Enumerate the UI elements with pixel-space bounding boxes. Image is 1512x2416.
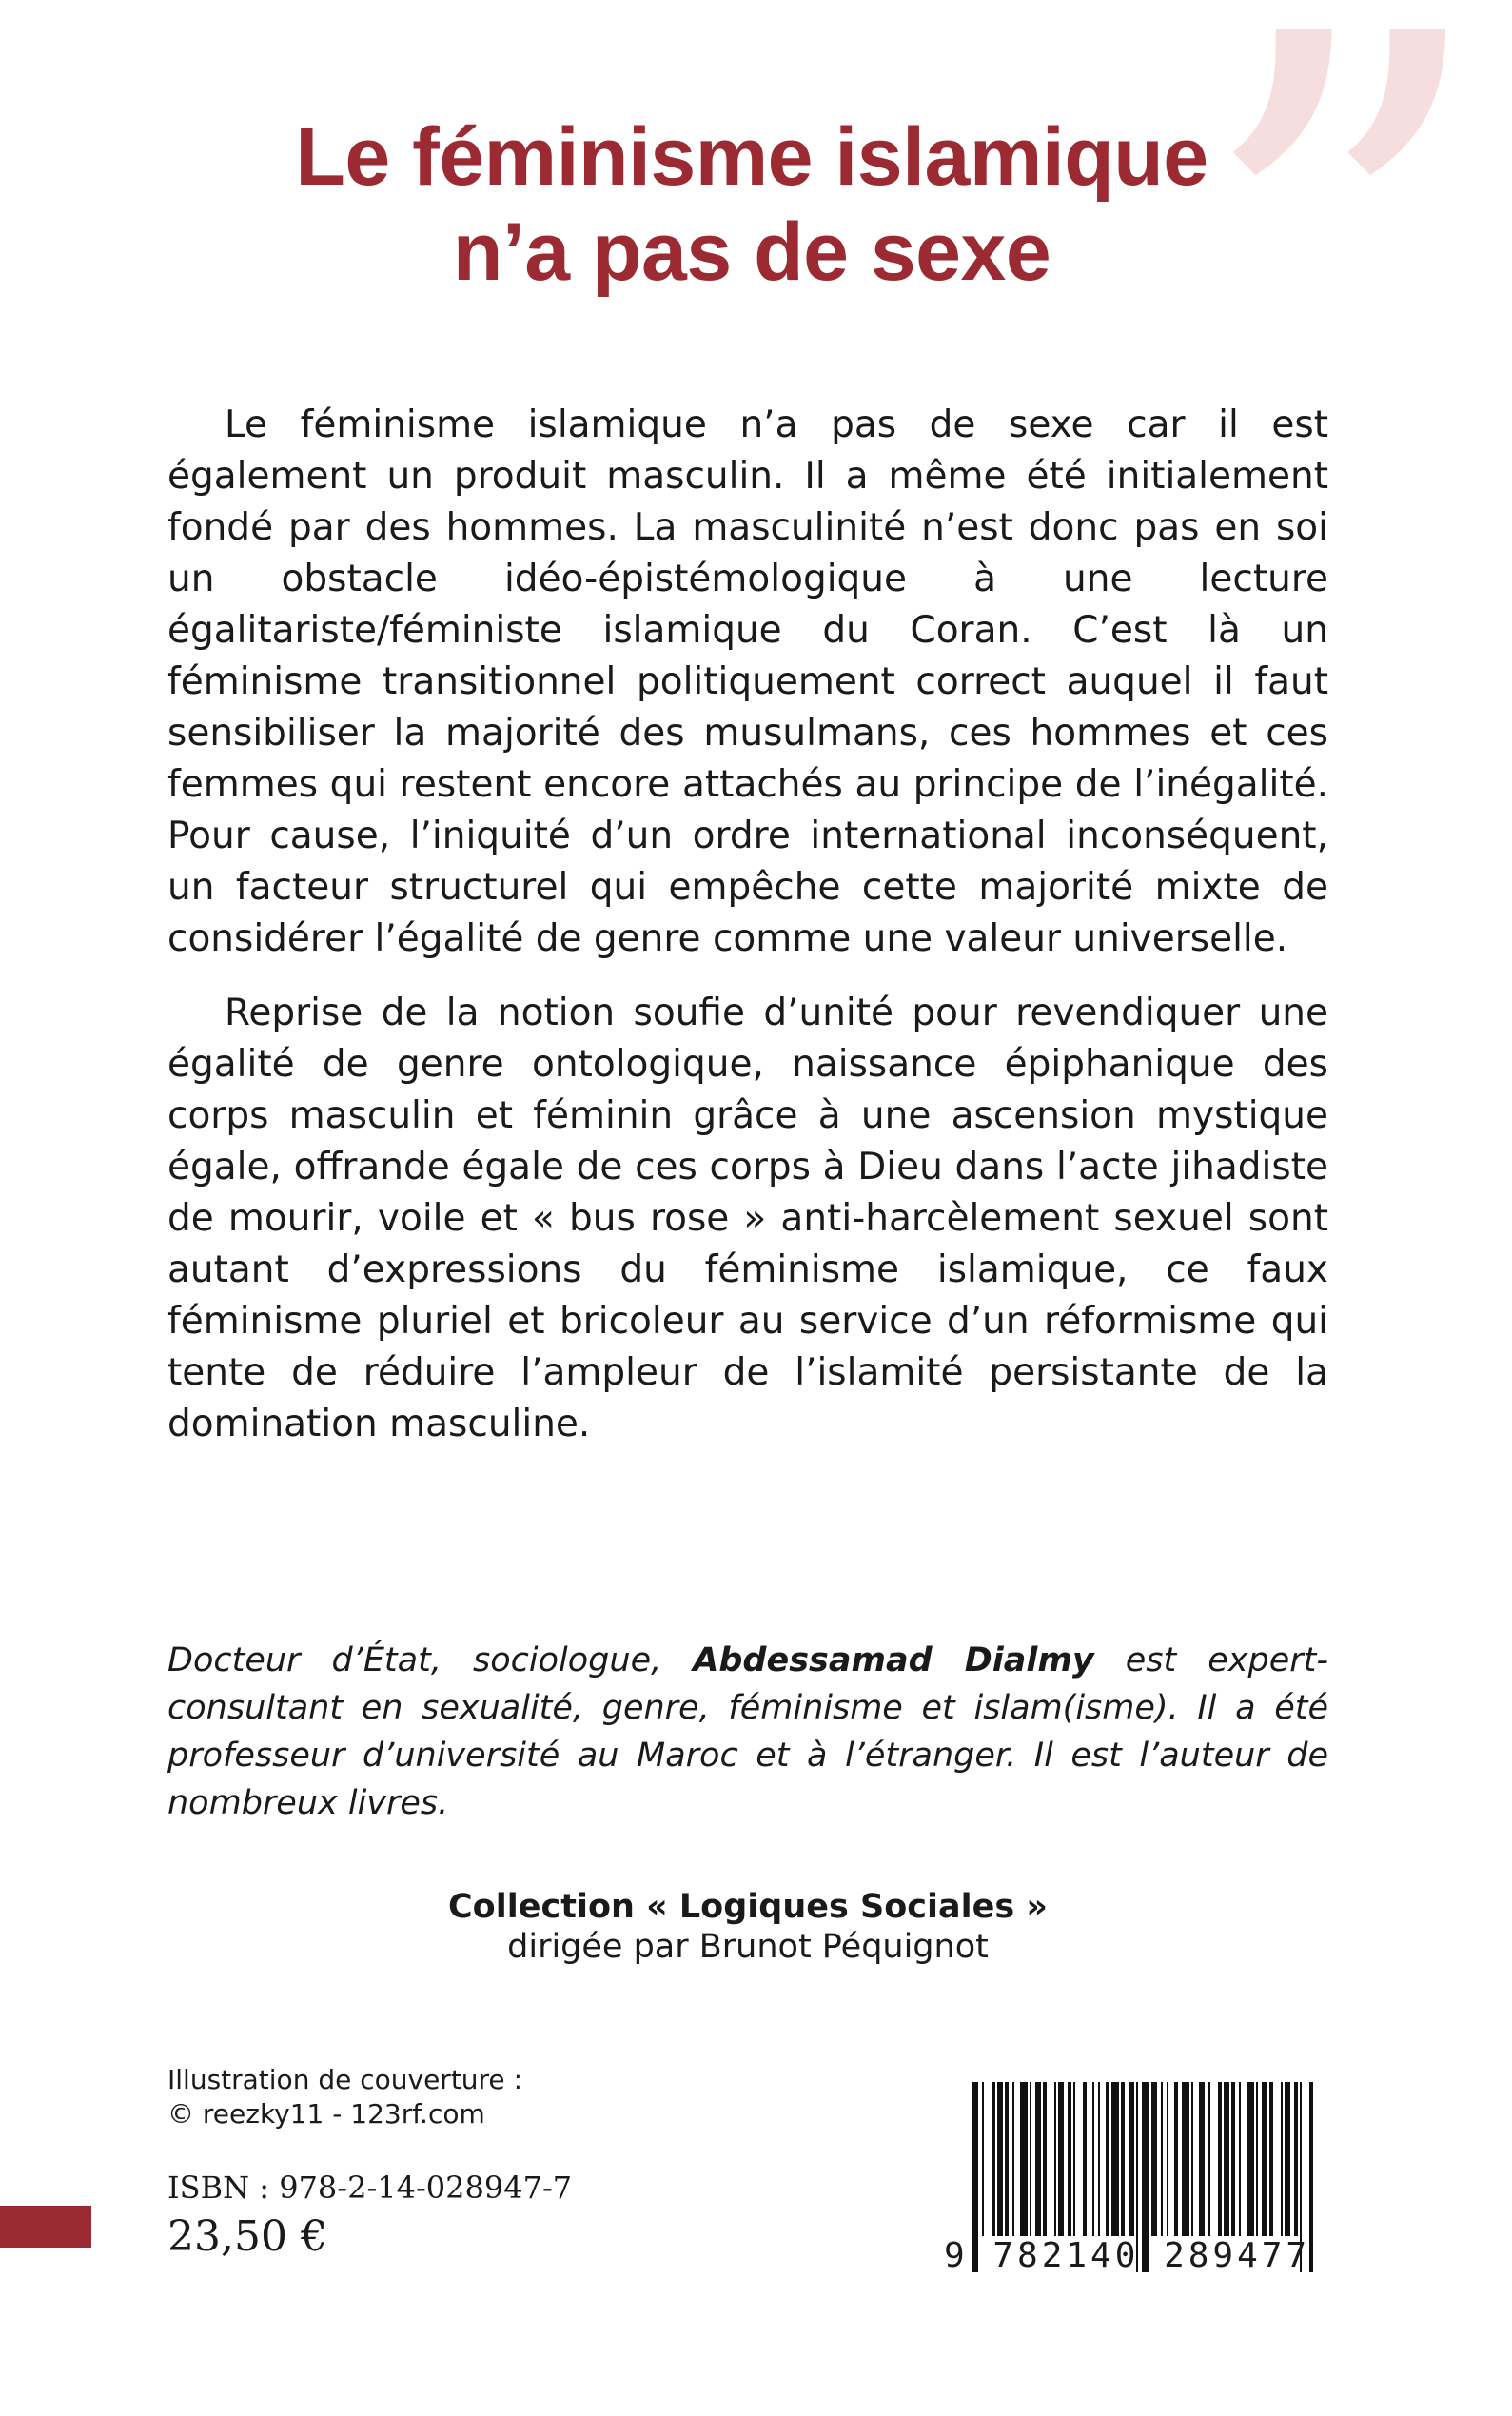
- barcode-bar: [1199, 2082, 1205, 2236]
- barcode-bar: [1054, 2082, 1056, 2236]
- barcode-bar: [1012, 2082, 1014, 2236]
- barcode-bar: [1218, 2082, 1222, 2236]
- barcode-bar: [1035, 2082, 1041, 2236]
- book-title-line-2: n’a pas de sexe: [452, 206, 1051, 298]
- barcode-bar: [997, 2082, 1003, 2236]
- credits-source: © reezky11 - 123rf.com: [167, 2098, 485, 2130]
- collection-director: dirigée par Brunot Péquignot: [507, 1928, 989, 1966]
- author-bio-before: Docteur d’État, sociologue,: [167, 1641, 694, 1679]
- barcode-bar: [1262, 2082, 1267, 2236]
- barcode-bar: [1231, 2082, 1235, 2236]
- barcode-bar: [1167, 2082, 1168, 2236]
- red-accent-tab: [0, 2206, 91, 2248]
- summary-paragraph-1: Le féminisme islamique n’a pas de sexe car il est également un produit masculin. Il a même été initialement fondé par des hommes. La masculinité n’est donc pas en soi un obstacle idéo-épistémologique à une lecture égalitariste/féministe islamique du Coran. C’est là un féminisme transitionnel politiquement correct auquel il faut sensibiliser la majorité des musulmans, ces hommes et ces femmes qui restent encore attachés au principe de l’inégalité. Pour cause, l’iniquité d’un ordre international inconséquent, un facteur structurel qui empêche cette majorité mixte de considérer l’égalité de genre comme une valeur universelle.: [167, 403, 1328, 960]
- price: 23,50 €: [167, 2212, 327, 2261]
- barcode-bar: [992, 2082, 995, 2236]
- barcode-bar: [1151, 2082, 1157, 2236]
- barcode-bar: [1256, 2082, 1258, 2236]
- isbn-number: ISBN : 978-2-14-028947-7: [167, 2170, 573, 2206]
- decorative-quote-mark: ”: [1191, 0, 1493, 599]
- back-cover-summary: [167, 400, 1328, 1473]
- barcode-bar: [1208, 2082, 1210, 2236]
- barcode-bar: [1092, 2082, 1094, 2236]
- barcode-bar: [1083, 2082, 1087, 2236]
- barcode-bar: [1224, 2082, 1229, 2236]
- book-title: [190, 109, 1313, 300]
- barcode-bar: [1191, 2082, 1193, 2236]
- barcode-bar: [1129, 2082, 1134, 2236]
- barcode-bar: [1182, 2082, 1189, 2236]
- credits-label: Illustration de couverture :: [167, 2064, 522, 2095]
- barcode-bar: [1281, 2082, 1283, 2236]
- barcode-bar: [982, 2082, 984, 2236]
- barcode-bar: [1043, 2082, 1047, 2236]
- barcode-bar: [1020, 2082, 1028, 2236]
- author-name: Abdessamad Dialmy: [693, 1641, 1094, 1679]
- barcode-bar: [1098, 2082, 1100, 2236]
- barcode-bar: [1239, 2082, 1241, 2236]
- barcode-bar: [1285, 2082, 1290, 2236]
- barcode-bar: [1294, 2082, 1298, 2236]
- barcode-bar: [1247, 2082, 1254, 2236]
- barcode-bar: [1030, 2082, 1031, 2236]
- collection-name: Collection « Logiques Sociales »: [448, 1888, 1048, 1926]
- barcode-bar: [1068, 2082, 1071, 2236]
- barcode-digits: 9 782140 289477: [944, 2236, 1311, 2275]
- barcode-bar: [1111, 2082, 1119, 2236]
- book-title-line-1: Le féminisme islamique: [295, 111, 1208, 203]
- author-bio: [167, 1637, 1328, 1827]
- barcode-bar: [1174, 2082, 1178, 2236]
- barcode-bar: [1161, 2082, 1163, 2236]
- summary-paragraph-2: Reprise de la notion soufie d’unité pour revendiquer une égalité de genre ontologique, naissance épiphanique des corps masculin et féminin grâce à une ascension mystique égale, offrande égale de ces corps à Dieu dans l’acte jihadiste de mourir, voile et « bus rose » anti-harcèlement sexuel sont autant d’expressions du féminisme islamique, ce faux féminisme pluriel et bricoleur au service d’un réformisme qui tente de réduire l’ampleur de l’islamité persistante de la domination masculine.: [167, 992, 1328, 1445]
- collection-info: [167, 1887, 1328, 1967]
- barcode-bar: [1073, 2082, 1075, 2236]
- barcode-bar: [1269, 2082, 1273, 2236]
- barcode-bar: [1058, 2082, 1064, 2236]
- cover-illustration-credits: [167, 2063, 522, 2131]
- author-bio-after: est expert-consultant en sexualité, genre, féminisme et islam(isme). Il a été professeur d’université au Maroc et à l’étranger. Il est l’auteur de nombreux livres.: [167, 1641, 1329, 1822]
- barcode-bar: [1121, 2082, 1125, 2236]
- barcode-bar: [1106, 2082, 1109, 2236]
- barcode-bar: [1005, 2082, 1009, 2236]
